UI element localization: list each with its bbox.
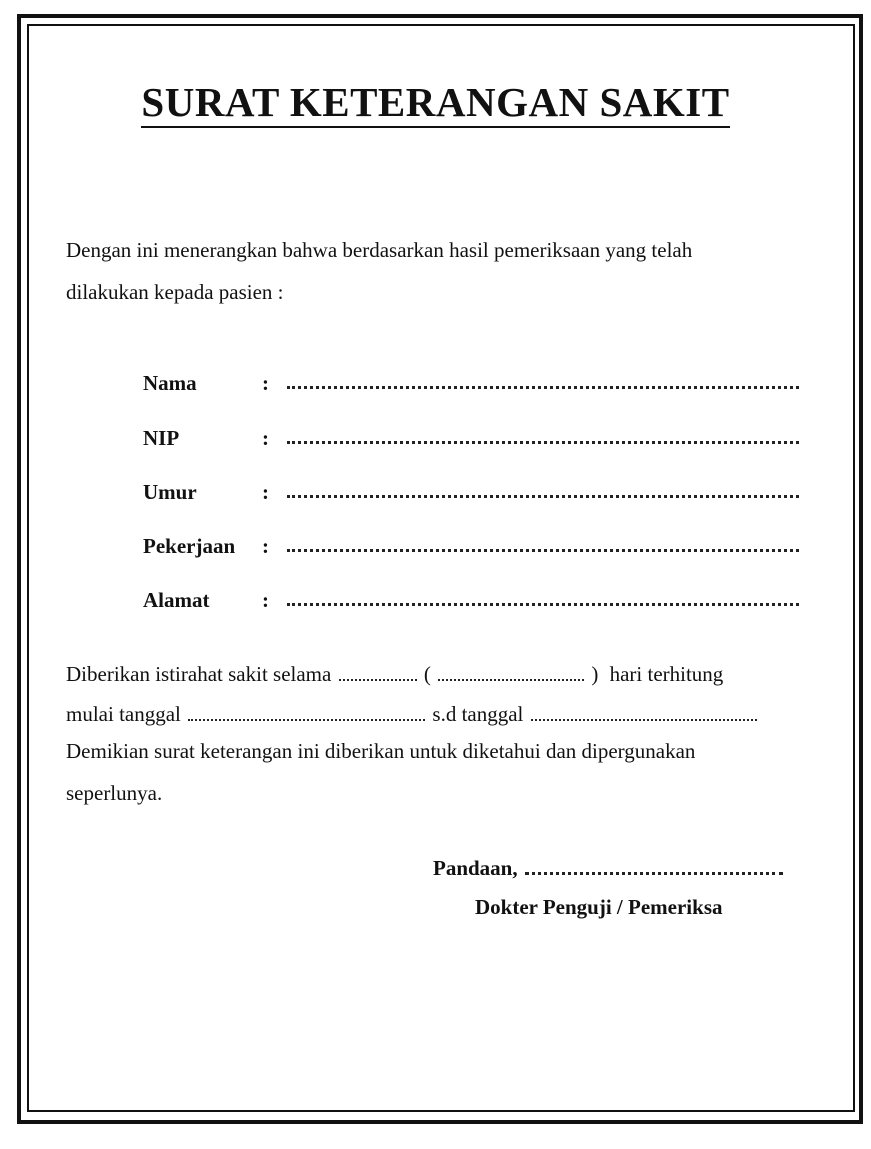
intro-line-2: dilakukan kepada pasien :: [66, 280, 284, 304]
field-label-nama: Nama: [143, 371, 197, 395]
start-date-blank[interactable]: [188, 719, 425, 721]
signature-date-blank[interactable]: [525, 872, 783, 875]
start-prefix: mulai tanggal: [66, 702, 181, 726]
field-label-pekerjaan: Pekerjaan: [143, 534, 236, 558]
closing-line-1: Demikian surat keterangan ini diberikan untuk diketahui dan dipergunakan: [66, 739, 696, 763]
colon: :: [262, 480, 269, 504]
field-alamat-blank[interactable]: [287, 603, 799, 606]
end-date-blank[interactable]: [531, 719, 757, 721]
colon: :: [262, 426, 269, 450]
inner-border: [27, 24, 855, 1112]
field-label-umur: Umur: [143, 480, 197, 504]
close-paren: ): [591, 662, 599, 686]
rest-days-number-blank[interactable]: [339, 679, 417, 681]
title-text: SURAT KETERANGAN SAKIT: [141, 79, 729, 128]
closing-line-2: seperlunya.: [66, 781, 163, 805]
end-prefix: s.d tanggal: [432, 702, 524, 726]
rest-suffix: hari terhitung: [609, 662, 724, 686]
signature-place-line: [433, 856, 785, 881]
rest-days-words-blank[interactable]: [438, 679, 584, 681]
signature-role: Dokter Penguji / Pemeriksa: [475, 895, 723, 919]
field-nip-blank[interactable]: [287, 441, 799, 444]
colon: :: [262, 534, 269, 558]
rest-days-line: [66, 662, 723, 687]
date-range-line: [66, 702, 759, 727]
rest-prefix: Diberikan istirahat sakit selama: [66, 662, 332, 686]
open-paren: (: [423, 662, 431, 686]
signature-place: Pandaan,: [433, 856, 518, 880]
field-label-alamat: Alamat: [143, 588, 210, 612]
field-label-nip: NIP: [143, 426, 180, 450]
colon: :: [262, 371, 269, 395]
field-nama-blank[interactable]: [287, 386, 799, 389]
colon: :: [262, 588, 269, 612]
document-title: [0, 78, 871, 126]
field-umur-blank[interactable]: [287, 495, 799, 498]
field-pekerjaan-blank[interactable]: [287, 549, 799, 552]
intro-line-1: Dengan ini menerangkan bahwa berdasarkan hasil pemeriksaan yang telah: [66, 238, 693, 262]
